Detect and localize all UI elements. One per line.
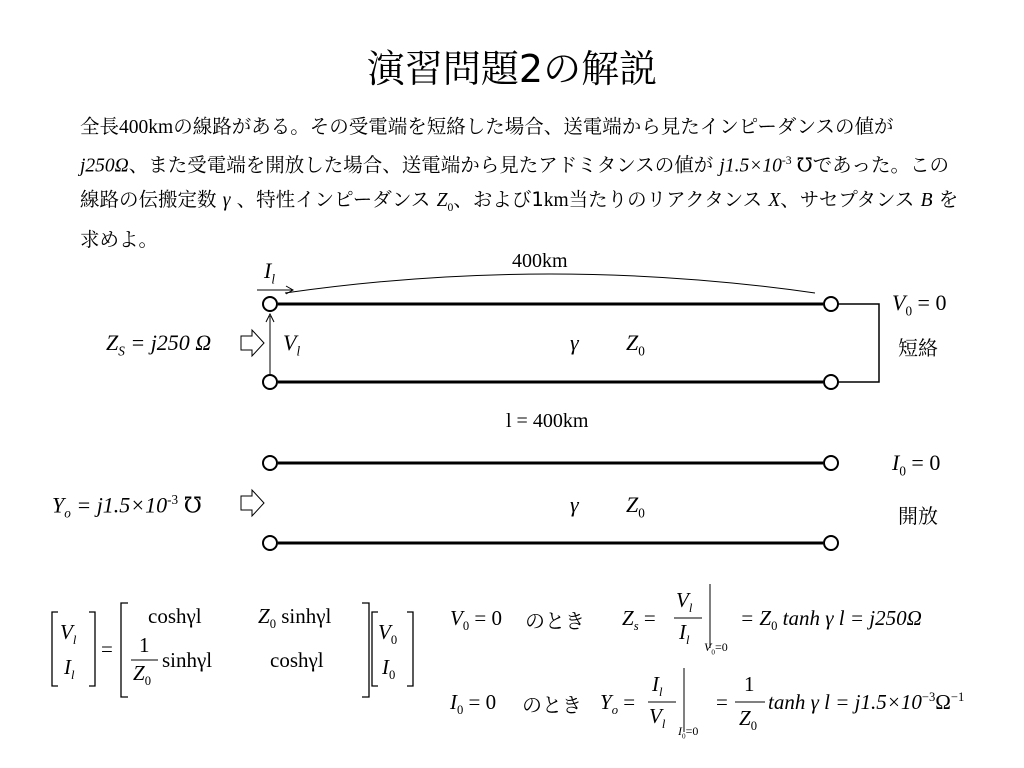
i0-condition-label: $I_0 = 0$ <box>892 450 941 479</box>
matrix-rhs-v0: $V_0$ <box>378 620 398 648</box>
length-label-1: 400km <box>512 250 568 272</box>
z0-label-1: $Z_0$ <box>626 330 645 359</box>
matrix-c-num: 1 <box>139 633 150 657</box>
terminal-send-top <box>263 297 277 311</box>
eq1-condition: $V_0 = 0$ <box>450 606 502 634</box>
problem-text-2: の線路がある。その受電端を短絡した場合、送電端から見たインピーダンスの値が <box>173 115 894 138</box>
admittance-value: j1.5×10 <box>719 155 782 177</box>
gamma-label-2: γ <box>570 492 579 517</box>
terminal-recv-bottom <box>824 375 838 389</box>
source-admittance-label: $Y_o = j1.5\times 10^{-3}$ ℧ <box>52 492 202 521</box>
eq1-lhs: $Z_s$ = <box>622 606 656 634</box>
problem-text-9: を求めよ。 <box>80 187 959 252</box>
matrix-bracket-right <box>362 603 369 697</box>
problem-text-1: 全長 <box>80 115 120 138</box>
short-circuit-wire <box>838 304 879 382</box>
short-circuit-label: 短絡 <box>898 336 938 360</box>
admittance-exponent: -3 <box>781 154 792 167</box>
length-label-2: l = 400km <box>506 410 589 432</box>
page-title: 演習問題2の解説 <box>366 47 658 91</box>
matrix-equals: = <box>101 637 113 661</box>
lhs-bracket-right <box>89 612 95 686</box>
terminal2-send-top <box>263 456 277 470</box>
eq1-denominator: $I_l$ <box>679 620 690 648</box>
terminal2-recv-top <box>824 456 838 470</box>
terminal-recv-top <box>824 297 838 311</box>
km-unit: km <box>543 189 569 211</box>
v0-condition-label: $V_0 = 0$ <box>892 290 947 319</box>
z0-symbol: Z <box>436 189 448 211</box>
lhs-bracket-left <box>52 612 58 686</box>
voltage-label: $V_l$ <box>283 330 301 359</box>
matrix-a: coshγl <box>148 604 202 628</box>
problem-text-5: 、特性インピーダンス <box>230 187 437 211</box>
input-arrow-icon-2 <box>241 490 264 516</box>
terminal-send-bottom <box>263 375 277 389</box>
admittance-unit: ℧ <box>791 155 813 177</box>
eq2-evaluation: $I_0=0$ <box>678 724 699 741</box>
impedance-value: j250Ω <box>80 155 129 177</box>
eq1-evaluation: $V_0=0$ <box>704 640 728 657</box>
gamma-label-1: γ <box>570 330 579 355</box>
eq2-equals: = <box>716 690 728 714</box>
gamma-symbol: γ <box>222 189 231 211</box>
eq2-denominator: $V_l$ <box>649 704 666 732</box>
matrix-lhs-v: $V_l$ <box>60 620 77 648</box>
open-circuit-label: 開放 <box>898 504 938 528</box>
problem-text-3: 、また受電端を開放した場合、送電端から見たアドミタンスの値が <box>128 153 720 177</box>
z0-label-2: $Z_0$ <box>626 492 645 521</box>
matrix-rhs-i0: $I_0$ <box>382 655 396 683</box>
line-length: 400km <box>119 117 174 138</box>
z0-subscript: 0 <box>447 200 454 214</box>
problem-text-6: 、および1 <box>453 187 544 211</box>
input-arrow-icon-1 <box>241 330 264 356</box>
eq2-frac-num: 1 <box>744 672 755 696</box>
eq2-toki: のとき <box>522 693 582 717</box>
matrix-lhs-i: $I_l$ <box>64 655 75 683</box>
matrix-d: coshγl <box>270 648 324 672</box>
matrix-b: $Z_0$ sinhγl <box>258 604 332 632</box>
x-symbol: X <box>768 189 781 211</box>
problem-text-7: 当たりのリアクタンス <box>568 187 769 211</box>
eq2-frac-den: $Z_0$ <box>739 706 757 734</box>
matrix-c-den: $Z_0$ <box>133 661 151 689</box>
current-label: $I_l$ <box>264 258 275 287</box>
source-impedance-label: $Z_S = j250$ Ω <box>106 330 212 359</box>
eq2-rhs: tanh γ $l = j1.5\times 10^{-3}\Omega^{-1}$ <box>768 690 965 714</box>
eq1-rhs: = $Z_0$ tanh γ l = j250Ω <box>740 606 922 634</box>
problem-text-8: 、サセプタンス <box>780 187 921 211</box>
b-symbol: B <box>920 189 933 211</box>
matrix-bracket-left <box>121 603 128 697</box>
problem-text-4: であった。この線路の伝搬定数 <box>80 153 949 211</box>
eq1-toki: のとき <box>525 609 585 633</box>
eq2-lhs: $Y_o$ = <box>600 690 636 718</box>
rhs-bracket-right <box>407 612 413 686</box>
length-arc <box>285 274 815 293</box>
eq1-numerator: $V_l$ <box>676 588 693 616</box>
eq2-condition: $I_0 = 0$ <box>450 690 497 718</box>
eq2-numerator: $I_l$ <box>652 672 663 700</box>
terminal2-recv-bottom <box>824 536 838 550</box>
matrix-c-rest: sinhγl <box>162 648 213 672</box>
terminal2-send-bottom <box>263 536 277 550</box>
